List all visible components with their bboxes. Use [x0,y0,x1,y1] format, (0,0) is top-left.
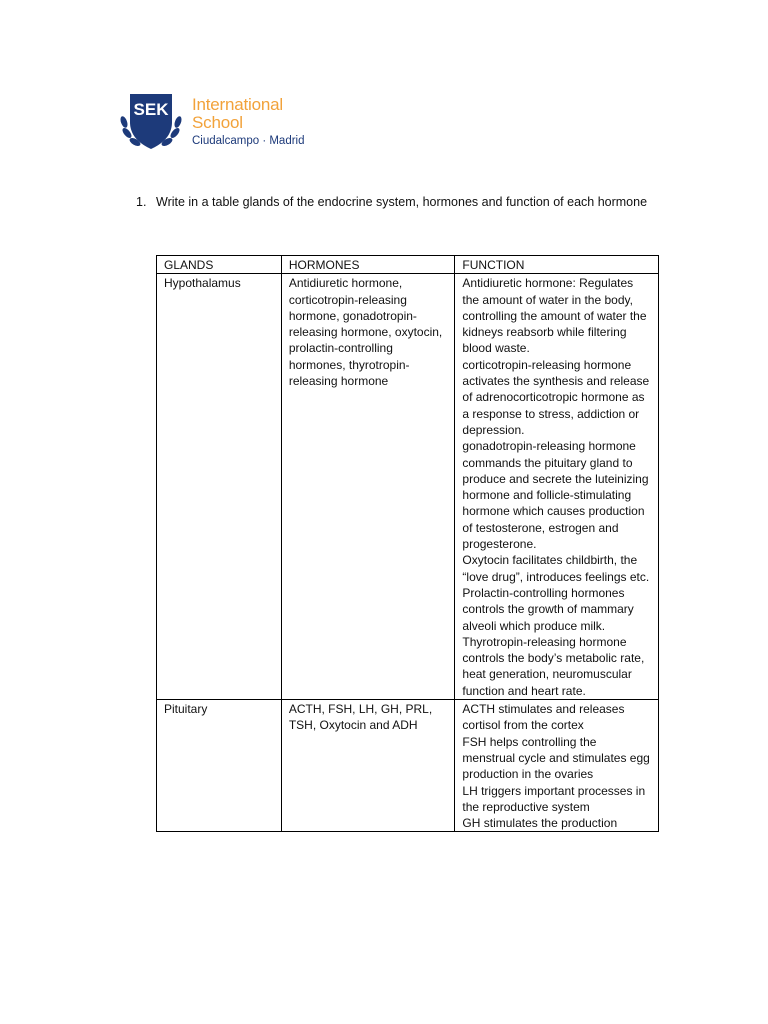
column-header-hormones: HORMONES [281,256,455,274]
function-text: GH stimulates the production [462,816,618,831]
question-text: Write in a table glands of the endocrine system, hormones and function of each hormone [156,195,648,209]
svg-text:SEK: SEK [133,100,169,119]
function-text: Oxytocin facilitates childbirth, the “love drug”, introduces feelings etc. [462,553,650,584]
function-text: Antidiuretic hormone: Regulates the amount of water in the body, controlling the amount of water the kidneys reabsorb while filtering blood waste. [462,276,647,356]
question-1 [136,194,656,211]
gland-cell: Pituitary [157,700,282,832]
table-header-row [157,256,659,274]
function-text: FSH helps controlling the menstrual cycle and stimulates egg production in the ovaries [462,734,650,782]
question-number: 1. [136,195,147,209]
gland-cell: Hypothalamus [157,274,282,700]
logo-line-international: International [192,95,283,114]
school-name [192,96,305,148]
endocrine-table [156,255,659,832]
column-header-function: FUNCTION [455,256,659,274]
function-text: Thyrotropin-releasing hormone controls the body’s metabolic rate, heat generation, neuromuscular function and heart rate. [462,634,645,698]
logo-line-location: Ciudalcampo · Madrid [192,135,305,147]
function-text: LH triggers important processes in the reproductive system [462,783,646,814]
function-text: corticotropin-releasing hormone activates the synthesis and release of adrenocorticotropic hormone as a response to stress, addiction or depression. [462,357,650,437]
hormones-cell: ACTH, FSH, LH, GH, PRL, TSH, Oxytocin and ADH [281,700,455,832]
function-text: ACTH stimulates and releases cortisol from the cortex [462,702,625,733]
school-logo [118,92,318,154]
function-text: Prolactin-controlling hormones controls the growth of mammary alveoli which produce milk. [462,585,634,633]
column-header-glands: GLANDS [157,256,282,274]
school-crest-icon [118,92,184,154]
hormones-cell: Antidiuretic hormone, corticotropin-releasing hormone, gonadotropin-releasing hormone, oxytocin, prolactin-controlling hormones, thyrotropin-releasing hormone [281,274,455,700]
function-text: gonadotropin-releasing hormone commands the pituitary gland to produce and secrete the luteinizing hormone and follicle-stimulating hormone which causes production of testosterone, estrogen and progesterone. [462,439,649,552]
logo-line-school: School [192,113,243,132]
table-row [157,700,659,832]
function-cell [455,274,659,700]
table-row [157,274,659,700]
function-cell [455,700,659,832]
